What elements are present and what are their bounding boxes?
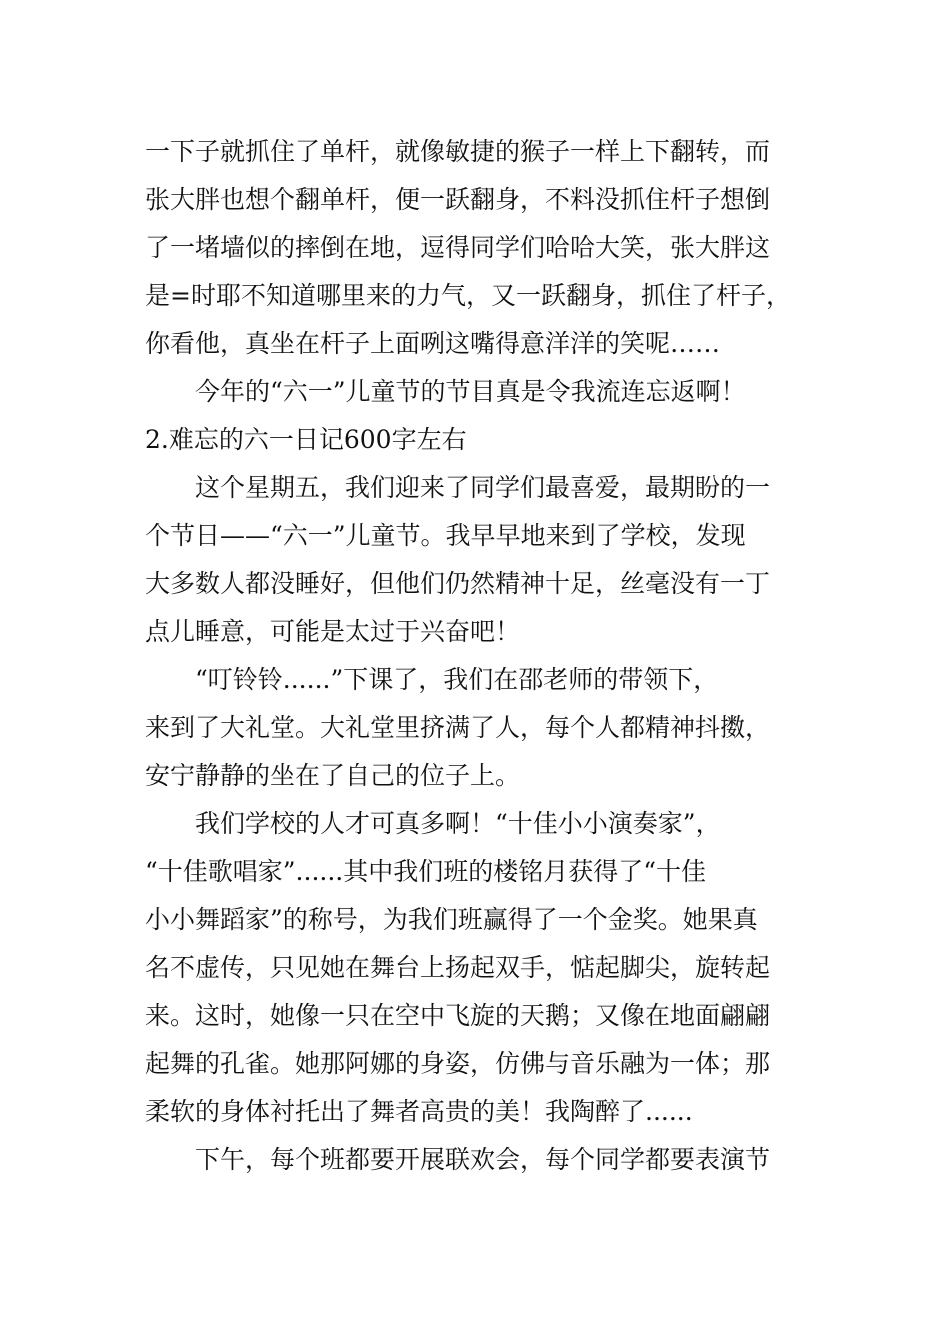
text-line: 安宁静静的坐在了自己的位子上。 — [145, 761, 521, 790]
section-heading: 2.难忘的六一日记600字左右 — [145, 425, 467, 454]
text-line: 了一堵墙似的摔倒在地，逗得同学们哈哈大笑，张大胖这 — [145, 233, 771, 262]
text-line: 张大胖也想个翻单杆，便一跃翻身，不料没抓住杆子想倒 — [145, 185, 771, 214]
text-line: 今年的“六一”儿童节的节目真是令我流连忘返啊！ — [195, 377, 746, 406]
text-line: 大多数人都没睡好，但他们仍然精神十足，丝毫没有一丁 — [145, 569, 771, 598]
text-line: 来到了大礼堂。大礼堂里挤满了人，每个人都精神抖擞， — [145, 713, 771, 742]
text-line: “十佳歌唱家”......其中我们班的楼铭月获得了“十佳 — [145, 857, 707, 886]
text-line: 来。这时，她像一只在空中飞旋的天鹅；又像在地面翩翩 — [145, 1001, 771, 1030]
text-line: 是=时耶不知道哪里来的力气，又一跃翻身，抓住了杆子， — [145, 281, 791, 310]
text-line: 你看他，真坐在杆子上面咧这嘴得意洋洋的笑呢…… — [145, 329, 721, 358]
text-line: 小小舞蹈家”的称号，为我们班赢得了一个金奖。她果真 — [145, 905, 758, 934]
text-line: 柔软的身体衬托出了舞者高贵的美！我陶醉了...... — [145, 1097, 693, 1126]
text-line: 我们学校的人才可真多啊！“十佳小小演奏家”， — [195, 809, 721, 838]
text-line: 一下子就抓住了单杆，就像敏捷的猴子一样上下翻转，而 — [145, 137, 771, 166]
text-line: 点儿睡意，可能是太过于兴奋吧！ — [145, 617, 521, 646]
text-line: 个节日——“六一”儿童节。我早早地来到了学校，发现 — [145, 521, 746, 550]
text-line: 起舞的孔雀。她那阿娜的身姿，仿佛与音乐融为一体；那 — [145, 1049, 771, 1078]
document-body — [145, 128, 807, 1184]
text-line: 名不虚传，只见她在舞台上扬起双手，惦起脚尖，旋转起 — [145, 953, 771, 982]
text-line: “叮铃铃......”下课了，我们在邵老师的带领下， — [195, 665, 719, 694]
text-line: 下午，每个班都要开展联欢会，每个同学都要表演节 — [195, 1145, 771, 1174]
text-line: 这个星期五，我们迎来了同学们最喜爱，最期盼的一 — [195, 473, 771, 502]
